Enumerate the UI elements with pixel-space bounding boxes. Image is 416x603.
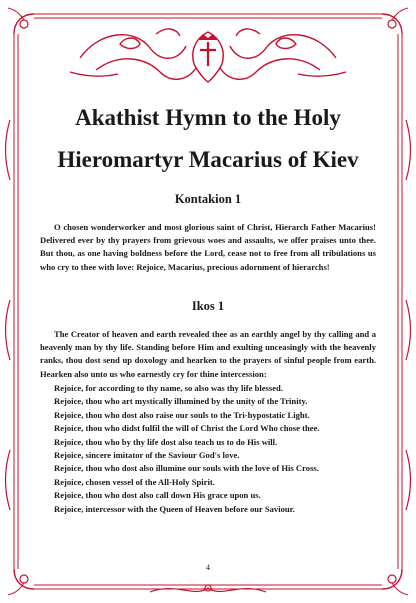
rejoice-line: Rejoice, thou who dost also raise our souls to the Tri-hypostatic Light.: [54, 409, 310, 420]
cross-and-crown-icon: [199, 34, 217, 66]
rejoice-line: Rejoice, thou who didst fulfil the will of Christ the Lord Who chose thee.: [54, 423, 320, 434]
rejoice-line: Rejoice, thou who dost also illumine our souls with the love of His Cross.: [54, 463, 319, 474]
rejoice-line: Rejoice, thou who by thy life dost also teach us to do His will.: [54, 436, 278, 447]
rejoice-line: Rejoice, sincere imitator of the Saviour God's love.: [54, 450, 240, 461]
rejoice-list: [54, 382, 376, 516]
title-line-2: Hieromartyr Macarius of Kiev: [57, 147, 359, 172]
kontakion-heading: Kontakion 1: [174, 192, 242, 206]
title-line-1: Akathist Hymn to the Holy: [75, 105, 341, 130]
rejoice-line: Rejoice, chosen vessel of the All-Holy Spirit.: [54, 476, 215, 487]
rejoice-line: Rejoice, for according to thy name, so also was thy life blessed.: [54, 383, 283, 393]
kontakion-text: O chosen wonderworker and most glorious saint of Christ, Hierarch Father Macarius! Delivered ever by thy prayers from grievous woes and assaults, we offer praises unto thee. But thou, as one having boldness before the Lord, cease not to free from all tribulations us who cry to thee with love: Rejoice, Macarius, precious adornment of hierarchs!: [40, 222, 376, 272]
rejoice-line: Rejoice, intercessor with the Queen of Heaven before our Saviour.: [54, 503, 295, 514]
ikos-text: The Creator of heaven and earth revealed thee as an earthly angel by thy calling and a heavenly man by thy life. Standing before Him and exulting unceasingly with the heavenly ranks, thou dost send up doxology and hearken to the prayers of sinful people from earth. Hearken also unto us who earnestly cry for thine intercession:: [40, 329, 376, 379]
ikos-heading: Ikos 1: [191, 299, 225, 313]
page-number: 4: [206, 563, 210, 572]
rejoice-line: Rejoice, thou who dost also call down His grace upon us.: [54, 490, 261, 501]
rejoice-line: Rejoice, thou who art mystically illumined by the unity of the Trinity.: [54, 396, 308, 407]
